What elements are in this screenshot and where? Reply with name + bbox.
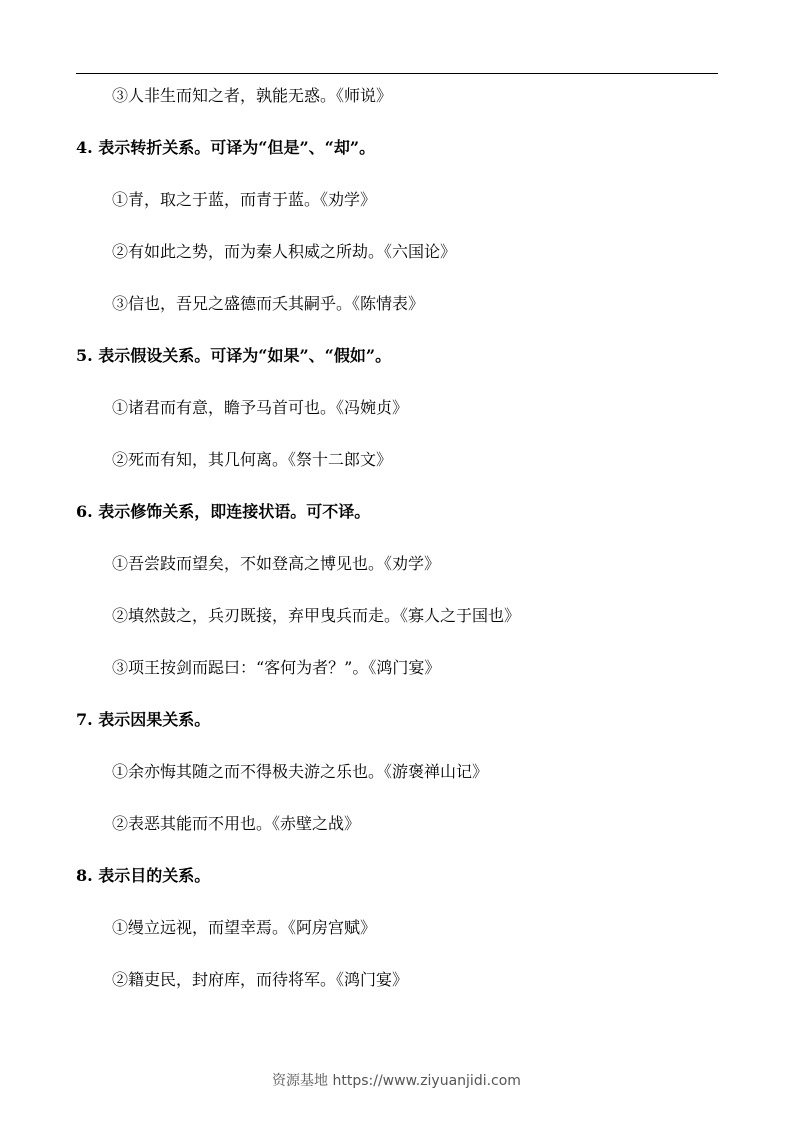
example-line: ①青，取之于蓝，而青于蓝。《劝学》 bbox=[112, 190, 377, 209]
header-rule bbox=[76, 73, 718, 74]
example-line: ①诸君而有意，瞻予马首可也。《冯婉贞》 bbox=[112, 398, 409, 417]
example-line: ②有如此之势，而为秦人积威之所劫。《六国论》 bbox=[112, 242, 457, 261]
example-line: ②填然鼓之，兵刃既接，弃甲曳兵而走。《寡人之于国也》 bbox=[112, 606, 521, 625]
example-line: ③项王按剑而跽曰：“客何为者？”。《鸿门宴》 bbox=[112, 658, 441, 677]
section-heading: 8. 表示目的关系。 bbox=[76, 866, 211, 885]
example-line: ①缦立远视，而望幸焉。《阿房宫赋》 bbox=[112, 918, 377, 937]
section-heading: 4. 表示转折关系。可译为“但是”、“却”。 bbox=[76, 138, 376, 157]
section-heading: 5. 表示假设关系。可译为“如果”、“假如”。 bbox=[76, 346, 392, 365]
footer-source: 资源基地 https://www.ziyuanjidi.com bbox=[272, 1073, 521, 1089]
example-line: ③信也，吾兄之盛德而夭其嗣乎。《陈情表》 bbox=[112, 294, 425, 313]
example-line: ①吾尝跂而望矣，不如登高之博见也。《劝学》 bbox=[112, 554, 441, 573]
example-line: ③人非生而知之者，孰能无惑。《师说》 bbox=[112, 86, 393, 105]
example-line: ②表恶其能而不用也。《赤壁之战》 bbox=[112, 814, 361, 833]
section-heading: 6. 表示修饰关系，即连接状语。可不译。 bbox=[76, 502, 371, 521]
example-line: ②死而有知，其几何离。《祭十二郎文》 bbox=[112, 450, 393, 469]
example-line: ①余亦悔其随之而不得极夫游之乐也。《游褒禅山记》 bbox=[112, 762, 489, 781]
section-heading: 7. 表示因果关系。 bbox=[76, 710, 211, 729]
example-line: ②籍吏民，封府库，而待将军。《鸿门宴》 bbox=[112, 970, 409, 989]
